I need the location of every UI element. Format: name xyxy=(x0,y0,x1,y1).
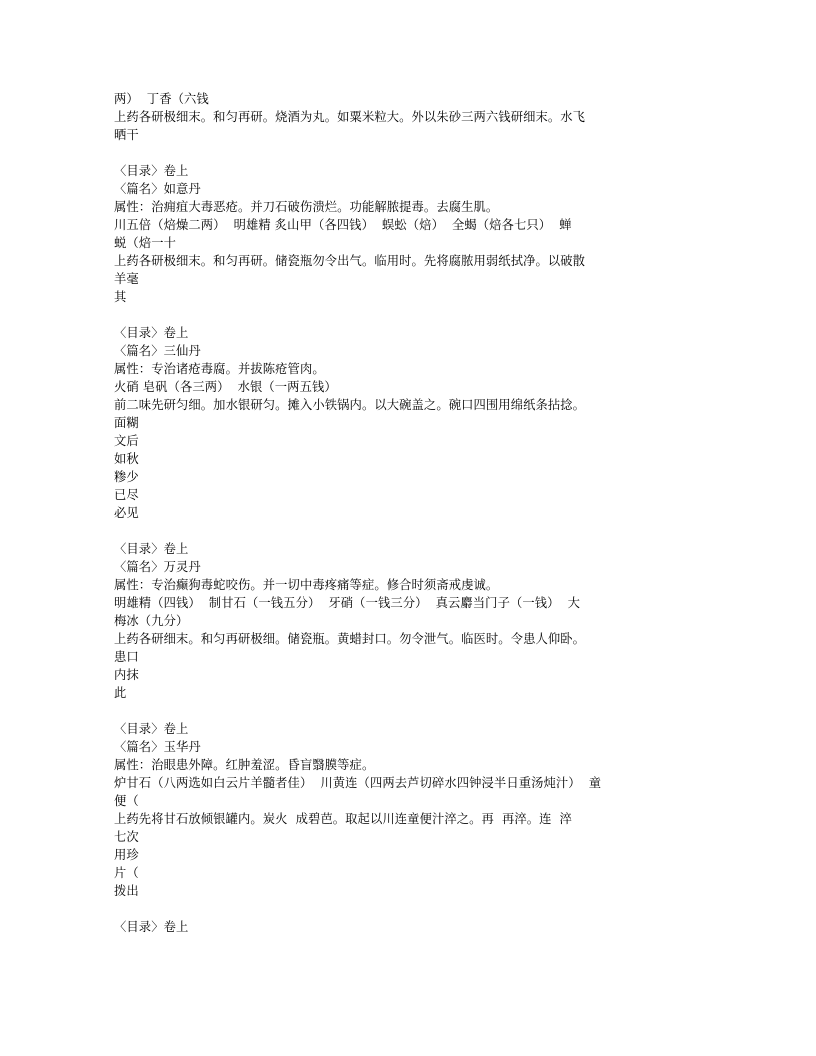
blank-line xyxy=(114,522,674,540)
text-line: 属性：专治诸疮毒腐。并拔陈疮管肉。 xyxy=(114,362,325,376)
text-line: 上药各研细末。和匀再研极细。储瓷瓶。黄蜡封口。勿令泄气。临医时。令患人仰卧。 xyxy=(114,632,586,646)
blank-line xyxy=(114,144,674,162)
text-line: 必见 xyxy=(114,506,139,520)
text-line: 文后 xyxy=(114,434,139,448)
text-line: 拨出 xyxy=(114,884,139,898)
text-line: 上药各研极细末。和匀再研。储瓷瓶勿令出气。临用时。先将腐脓用弱纸拭净。以破散 xyxy=(114,254,586,268)
text-line: 羊毫 xyxy=(114,272,139,286)
text-line: 上药先将甘石放倾银罐内。炭火 成碧芭。取起以川连童便汁淬之。再 再淬。连 淬 xyxy=(114,812,572,826)
text-line: 蜕（焙一十 xyxy=(114,236,176,250)
text-line: 此 xyxy=(114,686,127,700)
text-line: 内抹 xyxy=(114,668,139,682)
text-line: 〈目录〉卷上 xyxy=(114,920,189,934)
text-line: 火硝 皂矾（各三两） 水银（一两五钱） xyxy=(114,380,337,394)
blank-line xyxy=(114,702,674,720)
text-line: 〈篇名〉如意丹 xyxy=(114,182,201,196)
text-line: 〈目录〉卷上 xyxy=(114,542,189,556)
blank-line xyxy=(114,900,674,918)
text-line: 便（ xyxy=(114,794,139,808)
text-line: 属性：治眼患外障。红肿羞涩。昏盲翳膜等症。 xyxy=(114,758,375,772)
text-line: 如秋 xyxy=(114,452,139,466)
document-text-column xyxy=(114,90,674,936)
text-line: 〈目录〉卷上 xyxy=(114,722,189,736)
text-line: 〈目录〉卷上 xyxy=(114,326,189,340)
text-line: 〈篇名〉万灵丹 xyxy=(114,560,201,574)
text-line: 明雄精（四钱） 制甘石（一钱五分） 牙硝（一钱三分） 真云麝当门子（一钱） 大 xyxy=(114,596,580,610)
text-line: 〈篇名〉三仙丹 xyxy=(114,344,201,358)
text-line: 七次 xyxy=(114,830,139,844)
text-line: 晒干 xyxy=(114,128,139,142)
text-line: 前二味先研匀细。加水银研匀。摊入小铁锅内。以大碗盖之。碗口四围用绵纸条拈捻。 xyxy=(114,398,586,412)
text-line: 两） 丁香（六钱 xyxy=(114,92,209,106)
text-line: 已尽 xyxy=(114,488,139,502)
text-line: 炉甘石（八两选如白云片羊髓者佳） 川黄连（四两去芦切碎水四钟浸半日重汤炖汁） 童 xyxy=(114,776,602,790)
text-line: 属性：专治癫狗毒蛇咬伤。并一切中毒疼痛等症。修合时须斋戒虔诚。 xyxy=(114,578,499,592)
text-line: 用珍 xyxy=(114,848,139,862)
text-line: 梅冰（九分） xyxy=(114,614,189,628)
text-line: 患口 xyxy=(114,650,139,664)
text-line: 其 xyxy=(114,290,127,304)
text-line: 上药各研极细末。和匀再研。烧酒为丸。如粟米粒大。外以朱砂三两六钱研细末。水飞 xyxy=(114,110,586,124)
text-line: 〈篇名〉玉华丹 xyxy=(114,740,201,754)
text-line: 〈目录〉卷上 xyxy=(114,164,189,178)
blank-line xyxy=(114,306,674,324)
text-line: 糁少 xyxy=(114,470,139,484)
text-line: 面糊 xyxy=(114,416,139,430)
text-line: 属性：治痈疽大毒恶疮。并刀石破伤溃烂。功能解脓提毒。去腐生肌。 xyxy=(114,200,499,214)
text-line: 片（ xyxy=(114,866,139,880)
text-line: 川五倍（焙燥二两） 明雄精 炙山甲（各四钱） 蜈蚣（焙） 全蝎（焙各七只） 蝉 xyxy=(114,218,572,232)
